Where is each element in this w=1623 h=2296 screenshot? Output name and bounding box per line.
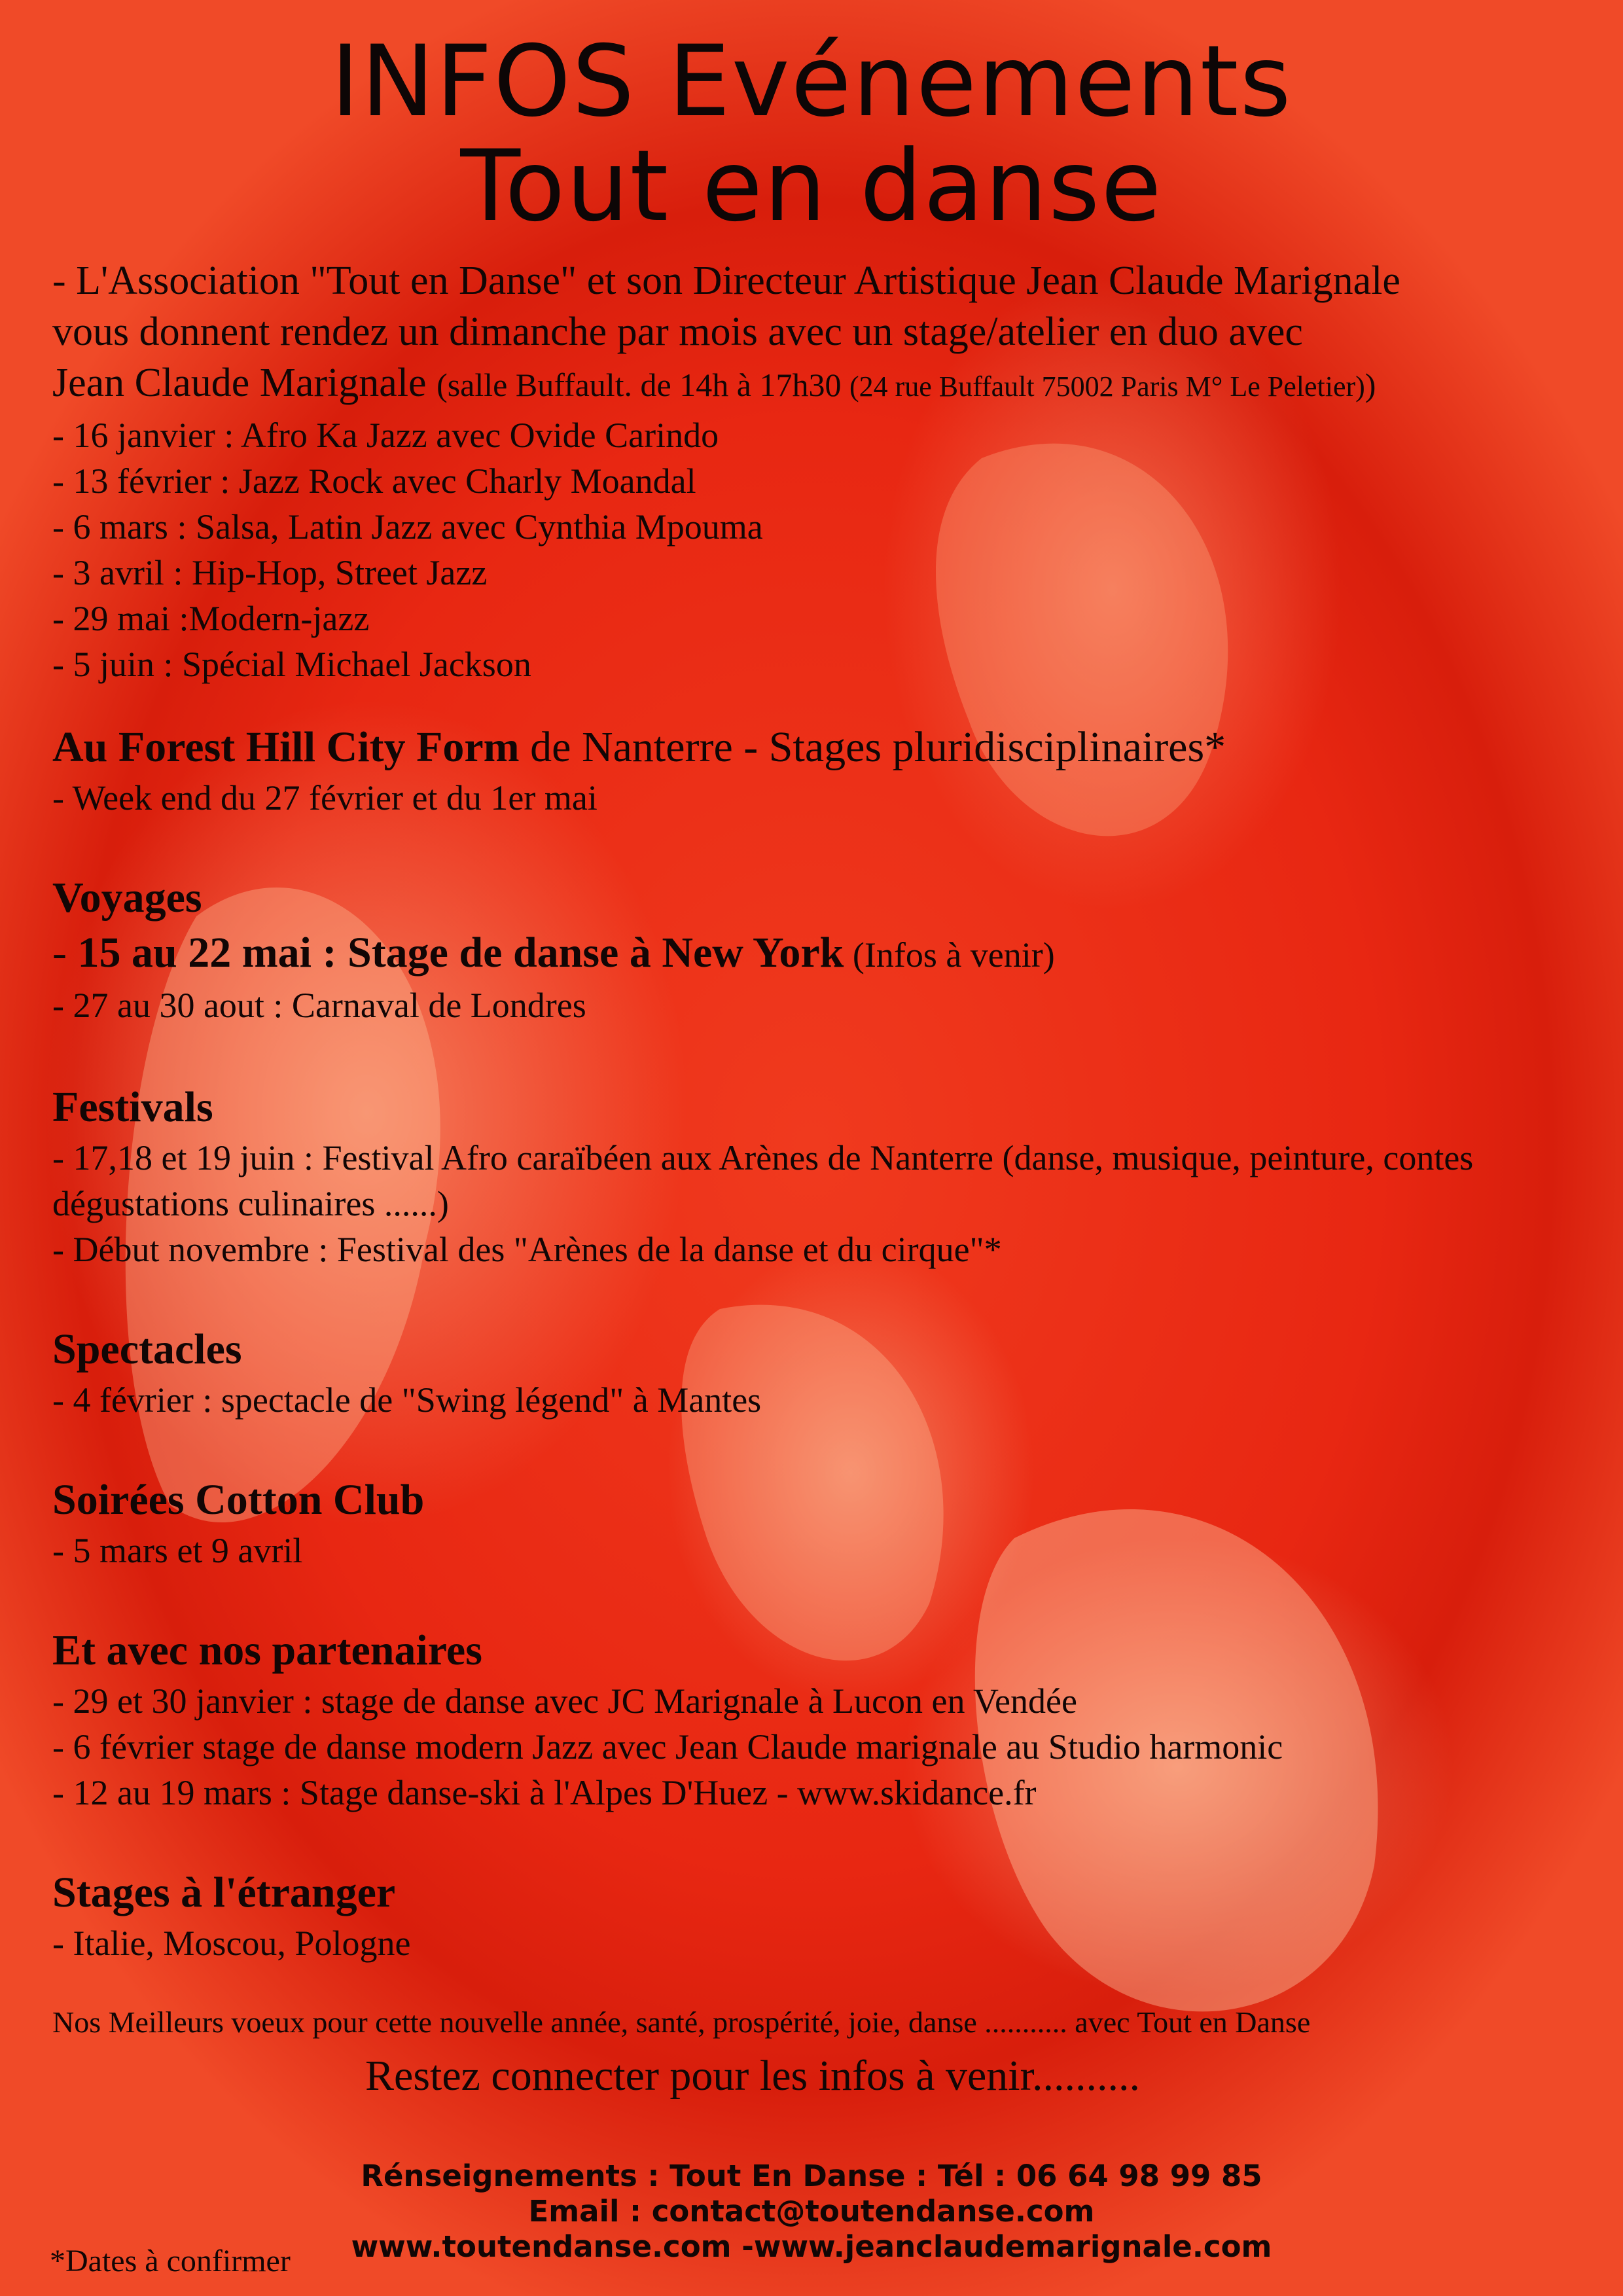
forest-heading-bold: Au Forest Hill City Form (52, 723, 520, 771)
partners-line: - 29 et 30 janvier : stage de danse avec JC Marignale à Lucon en Vendée (52, 1681, 1077, 1721)
voyages-dash: - (52, 929, 78, 977)
forest-section (52, 720, 1577, 821)
intro-section (52, 255, 1577, 687)
contact-phone: Rénseignements : Tout En Danse : Tél : 06 64 98 99 85 (361, 2159, 1262, 2193)
voyages-line (52, 925, 1577, 982)
forest-heading-rest: de Nanterre - Stages pluridisciplinaires* (519, 723, 1226, 771)
festivals-line: - 17,18 et 19 juin : Festival Afro caraïbéen aux Arènes de Nanterre (danse, musique, peinture, contes (52, 1138, 1474, 1177)
forest-heading (52, 720, 1577, 775)
intro-line (52, 357, 1577, 412)
monthly-item: - 13 février : Jazz Rock avec Charly Moandal (52, 461, 696, 501)
intro-venue: (salle Buffault. de 14h à 17h30 (437, 367, 849, 403)
partners-section (52, 1623, 1577, 1816)
intro-close: ) (1364, 367, 1376, 403)
monthly-item: - 6 mars : Salsa, Latin Jazz avec Cynthia Mpouma (52, 507, 763, 547)
voyages-line: - 27 au 30 aout : Carnaval de Londres (52, 986, 586, 1025)
abroad-heading: Stages à l'étranger (52, 1869, 396, 1916)
spectacles-line: - 4 février : spectacle de "Swing légend" à Mantes (52, 1380, 762, 1420)
voyages-heading: Voyages (52, 874, 202, 922)
intro-line: - L'Association "Tout en Danse" et son Directeur Artistique Jean Claude Marignale (52, 259, 1400, 303)
monthly-item: - 29 mai :Modern-jazz (52, 599, 370, 638)
forest-line: - Week end du 27 février et du 1er mai (52, 778, 597, 817)
spectacles-section (52, 1322, 1577, 1423)
festivals-heading: Festivals (52, 1083, 213, 1131)
monthly-item: - 3 avril : Hip-Hop, Street Jazz (52, 553, 488, 592)
monthly-item: - 16 janvier : Afro Ka Jazz avec Ovide Carindo (52, 416, 719, 455)
festivals-line: dégustations culinaires ......) (52, 1184, 449, 1223)
voyages-section (52, 870, 1577, 1028)
wishes-text: Nos Meilleurs voeux pour cette nouvelle année, santé, prospérité, joie, danse ........... avec Tout en Danse (52, 2005, 1311, 2039)
intro-line: vous donnent rendez un dimanche par mois avec un stage/atelier en duo avec (52, 310, 1303, 354)
intro-name: Jean Claude Marignale (52, 361, 437, 405)
cotton-heading: Soirées Cotton Club (52, 1476, 425, 1524)
partners-heading: Et avec nos partenaires (52, 1626, 482, 1674)
page-title-line1: INFOS Evénements (330, 25, 1293, 139)
partners-line: - 6 février stage de danse modern Jazz avec Jean Claude marignale au Studio harmonic (52, 1727, 1283, 1767)
festivals-section (52, 1080, 1577, 1272)
abroad-line: - Italie, Moscou, Pologne (52, 1924, 411, 1963)
contact-websites[interactable]: www.toutendanse.com -www.jeanclaudemarignale.com (351, 2229, 1272, 2264)
voyages-note: (Infos à venir) (844, 935, 1055, 975)
footnote: *Dates à confirmer (50, 2244, 291, 2278)
intro-address: (24 rue Buffault 75002 Paris M° Le Peletier) (849, 370, 1365, 403)
festivals-line: - Début novembre : Festival des "Arènes de la danse et du cirque"* (52, 1230, 1002, 1269)
spectacles-heading: Spectacles (52, 1325, 242, 1373)
partners-line: - 12 au 19 mars : Stage danse-ski à l'Alpes D'Huez - www.skidance.fr (52, 1773, 1037, 1812)
contact-email[interactable]: Email : contact@toutendanse.com (528, 2194, 1095, 2229)
voyages-highlight: 15 au 22 mai : Stage de danse à New York (77, 929, 844, 977)
cotton-section (52, 1473, 1577, 1573)
page-title-line2: Tout en danse (460, 130, 1163, 243)
cotton-line: - 5 mars et 9 avril (52, 1531, 303, 1570)
stay-connected-text: Restez connecter pour les infos à venir.......... (365, 2052, 1140, 2100)
monthly-item: - 5 juin : Spécial Michael Jackson (52, 645, 531, 684)
abroad-section (52, 1865, 1577, 1966)
